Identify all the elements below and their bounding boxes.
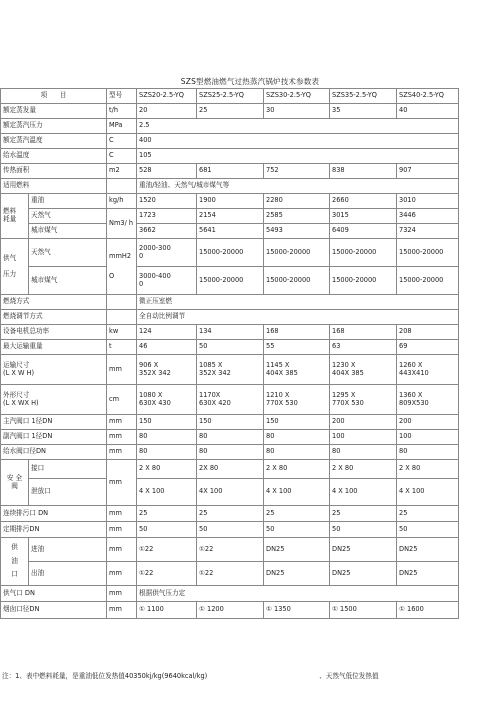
sub-label: 天然气	[29, 209, 107, 224]
row-unit: mmH2 O	[107, 239, 137, 295]
cell: ①22	[137, 562, 197, 586]
table-row	[1, 194, 459, 209]
cell: 1080 X 630X 430	[137, 385, 197, 415]
cell: ① 1200	[197, 602, 264, 619]
row-unit: C	[107, 134, 137, 149]
cell: 2 X 80	[264, 460, 330, 479]
cell: 3446	[397, 209, 459, 224]
row-label: 运输尺寸 (L X W H)	[1, 355, 107, 385]
cell: 1900	[197, 194, 264, 209]
cell: 根据供气压力定	[137, 586, 459, 602]
table-row	[1, 149, 459, 164]
row-unit: mm	[107, 522, 137, 538]
cell: DN25	[330, 562, 397, 586]
cell: 35	[330, 104, 397, 119]
cell: 528	[137, 164, 197, 179]
cell: 1295 X 770X 530	[330, 385, 397, 415]
cell: 15000-20000	[264, 267, 330, 295]
row-label: 额定蒸发量	[1, 104, 107, 119]
cell: 80	[264, 445, 330, 460]
row-unit: mm	[107, 506, 137, 522]
cell: 25	[197, 506, 264, 522]
spec-table	[0, 88, 459, 619]
table-row	[1, 522, 459, 538]
cell: 15000-20000	[330, 267, 397, 295]
row-unit: mm	[107, 445, 137, 460]
cell: 2 X 80	[397, 460, 459, 479]
cell: 5641	[197, 224, 264, 239]
cell: 50	[330, 522, 397, 538]
cell: 微正压室燃	[137, 295, 459, 310]
cell: 2X 80	[197, 460, 264, 479]
cell: 105	[137, 149, 459, 164]
row-label: 烟囱口径DN	[1, 602, 107, 619]
cell: 124	[137, 325, 197, 340]
table-header-row	[1, 89, 459, 104]
footnote	[2, 670, 472, 680]
cell: 50	[197, 522, 264, 538]
cell: DN25	[397, 562, 459, 586]
row-unit: mm	[107, 562, 137, 586]
cell: 1520	[137, 194, 197, 209]
table-row	[1, 340, 459, 355]
table-row	[1, 134, 459, 149]
cell: 4X 100	[197, 479, 264, 506]
cell: 25	[330, 506, 397, 522]
row-unit: C	[107, 149, 137, 164]
cell: 15000-20000	[197, 267, 264, 295]
row-label: 燃烧方式	[1, 295, 107, 310]
table-row	[1, 430, 459, 445]
row-unit: kg/h	[107, 194, 137, 209]
table-row	[1, 310, 459, 325]
table-row	[1, 355, 459, 385]
table-row	[1, 239, 459, 267]
cell: DN25	[264, 538, 330, 562]
cell: 80	[330, 445, 397, 460]
cell: 200	[397, 415, 459, 430]
row-unit	[107, 179, 137, 194]
row-label: 给水阀口径DN	[1, 445, 107, 460]
cell: 150	[264, 415, 330, 430]
cell: 69	[397, 340, 459, 355]
cell: ①22	[197, 538, 264, 562]
table-row	[1, 119, 459, 134]
cell: 6409	[330, 224, 397, 239]
sub-label: 城市煤气	[29, 224, 107, 239]
cell: 重油/轻油、天然气/城市煤气等	[137, 179, 459, 194]
cell: 40	[397, 104, 459, 119]
cell: 30	[264, 104, 330, 119]
cell: 150	[137, 415, 197, 430]
row-label: 外形尺寸 (L X WX H)	[1, 385, 107, 415]
cell: 1360 X 809X530	[397, 385, 459, 415]
cell: 906 X 352X 342	[137, 355, 197, 385]
cell: ① 1350	[264, 602, 330, 619]
table-row	[1, 460, 459, 479]
cell: 15000-20000	[330, 239, 397, 267]
cell: 1230 X 404X 385	[330, 355, 397, 385]
cell: 208	[397, 325, 459, 340]
cell: 1085 X 352X 342	[197, 355, 264, 385]
group-label: 供 油 口	[1, 538, 29, 586]
row-unit	[107, 310, 137, 325]
cell: 2 X 80	[137, 460, 197, 479]
page-title: SZS型燃油燃气过热蒸汽锅炉技术参数表	[180, 77, 320, 86]
sub-label: 接口	[29, 460, 107, 479]
cell: ① 1100	[137, 602, 197, 619]
table-row	[1, 562, 459, 586]
cell: 2660	[330, 194, 397, 209]
cell: 4 X 100	[137, 479, 197, 506]
sub-label: 重油	[29, 194, 107, 209]
cell: 20	[137, 104, 197, 119]
cell: 全自动比例调节	[137, 310, 459, 325]
row-label: 供气口 DN	[1, 586, 107, 602]
table-row	[1, 104, 459, 119]
cell: 4 X 100	[330, 479, 397, 506]
group-label: 燃料 耗量	[1, 194, 29, 239]
cell: 2154	[197, 209, 264, 224]
sub-label: 出油	[29, 562, 107, 586]
table-row	[1, 179, 459, 194]
row-label: 连续排污口 DN	[1, 506, 107, 522]
cell: 1723	[137, 209, 197, 224]
table-row	[1, 209, 459, 224]
cell: 168	[264, 325, 330, 340]
table-row	[1, 479, 459, 506]
cell: 80	[137, 445, 197, 460]
row-unit: mm	[107, 430, 137, 445]
table-row	[1, 295, 459, 310]
footnote-part2: 、天然气低位发热值	[319, 672, 379, 680]
cell: 100	[330, 430, 397, 445]
cell: DN25	[330, 538, 397, 562]
cell: 50	[264, 522, 330, 538]
row-unit: mm	[107, 538, 137, 562]
cell: 15000-20000	[397, 267, 459, 295]
model-5: SZS40-2.5-YQ	[397, 89, 459, 104]
sub-label: 城市煤气	[29, 267, 107, 295]
cell: 752	[264, 164, 330, 179]
cell: 100	[397, 430, 459, 445]
row-label: 燃烧调节方式	[1, 310, 107, 325]
cell: 50	[397, 522, 459, 538]
cell: 25	[264, 506, 330, 522]
group-label: 安 全 阀	[1, 460, 29, 506]
cell: 2 X 80	[330, 460, 397, 479]
cell: 907	[397, 164, 459, 179]
cell: 55	[264, 340, 330, 355]
cell: 1170X 630X 420	[197, 385, 264, 415]
cell: 80	[397, 445, 459, 460]
row-label: 传热面积	[1, 164, 107, 179]
cell: DN25	[264, 562, 330, 586]
row-unit: mm	[107, 602, 137, 619]
table-row	[1, 586, 459, 602]
cell: 2585	[264, 209, 330, 224]
footnote-part1: 注：1、表中燃料耗量，是重油低位发热值40350kj/kg(9640kcal/kg)	[2, 672, 208, 680]
table-row	[1, 385, 459, 415]
row-label: 给水温度	[1, 149, 107, 164]
group-label: 供气 压力	[1, 239, 29, 295]
cell: ①22	[197, 562, 264, 586]
sub-label: 泄放口	[29, 479, 107, 506]
table-row	[1, 415, 459, 430]
cell: 1260 X 443X410	[397, 355, 459, 385]
cell: 3010	[397, 194, 459, 209]
cell: 2.5	[137, 119, 459, 134]
row-label: 主汽阀口 1径DN	[1, 415, 107, 430]
cell: 7324	[397, 224, 459, 239]
cell: 63	[330, 340, 397, 355]
row-unit: Nm3/ h	[107, 209, 137, 239]
cell: 50	[197, 340, 264, 355]
row-unit: mm	[107, 415, 137, 430]
table-row	[1, 445, 459, 460]
cell: 25	[197, 104, 264, 119]
row-unit: cm	[107, 385, 137, 415]
row-unit: mm	[107, 586, 137, 602]
table-row	[1, 602, 459, 619]
cell: 168	[330, 325, 397, 340]
cell: ① 1500	[330, 602, 397, 619]
cell: 50	[137, 522, 197, 538]
cell: 80	[137, 430, 197, 445]
table-row	[1, 224, 459, 239]
row-label: 副汽阀口 1径DN	[1, 430, 107, 445]
cell: 80	[264, 430, 330, 445]
row-unit	[107, 295, 137, 310]
cell: 15000-20000	[397, 239, 459, 267]
cell: 25	[397, 506, 459, 522]
row-label: 最大运输重量	[1, 340, 107, 355]
cell: 3000-400 0	[137, 267, 197, 295]
model-4: SZS35-2.5-YQ	[330, 89, 397, 104]
cell: 2000-300 0	[137, 239, 197, 267]
row-label: 定期排污DN	[1, 522, 107, 538]
cell: 2280	[264, 194, 330, 209]
header-model: 型号	[107, 89, 137, 104]
table-row	[1, 325, 459, 340]
cell: 400	[137, 134, 459, 149]
table-row	[1, 267, 459, 295]
row-unit: kw	[107, 325, 137, 340]
table-row	[1, 506, 459, 522]
table-row	[1, 164, 459, 179]
cell: 15000-20000	[197, 239, 264, 267]
row-label: 额定蒸汽温度	[1, 134, 107, 149]
cell: 134	[197, 325, 264, 340]
cell: 1145 X 404X 385	[264, 355, 330, 385]
cell: 80	[197, 430, 264, 445]
cell: 4 X 100	[264, 479, 330, 506]
cell: 25	[137, 506, 197, 522]
cell: 838	[330, 164, 397, 179]
row-label: 额定蒸汽压力	[1, 119, 107, 134]
cell: 5493	[264, 224, 330, 239]
row-unit: t/h	[107, 104, 137, 119]
row-label: 设备电机总功率	[1, 325, 107, 340]
sub-label: 进油	[29, 538, 107, 562]
cell: 681	[197, 164, 264, 179]
row-unit: t	[107, 340, 137, 355]
row-unit: mm	[107, 355, 137, 385]
cell: 200	[330, 415, 397, 430]
model-3: SZS30-2.5-YQ	[264, 89, 330, 104]
row-unit: MPa	[107, 119, 137, 134]
row-unit: mm	[107, 460, 137, 506]
row-label: 适用燃料	[1, 179, 107, 194]
cell: 4 X 100	[397, 479, 459, 506]
cell: 3015	[330, 209, 397, 224]
cell: 1210 X 770X 530	[264, 385, 330, 415]
model-1: SZS20-2.5-YQ	[137, 89, 197, 104]
row-unit: m2	[107, 164, 137, 179]
cell: DN25	[397, 538, 459, 562]
sub-label: 天然气	[29, 239, 107, 267]
cell: ① 1600	[397, 602, 459, 619]
header-item-cell: 项 目	[1, 89, 107, 104]
model-2: SZS25-2.5-YQ	[197, 89, 264, 104]
cell: 46	[137, 340, 197, 355]
table-row	[1, 538, 459, 562]
cell: 150	[197, 415, 264, 430]
cell: 3662	[137, 224, 197, 239]
cell: ①22	[137, 538, 197, 562]
cell: 15000-20000	[264, 239, 330, 267]
cell: 80	[197, 445, 264, 460]
